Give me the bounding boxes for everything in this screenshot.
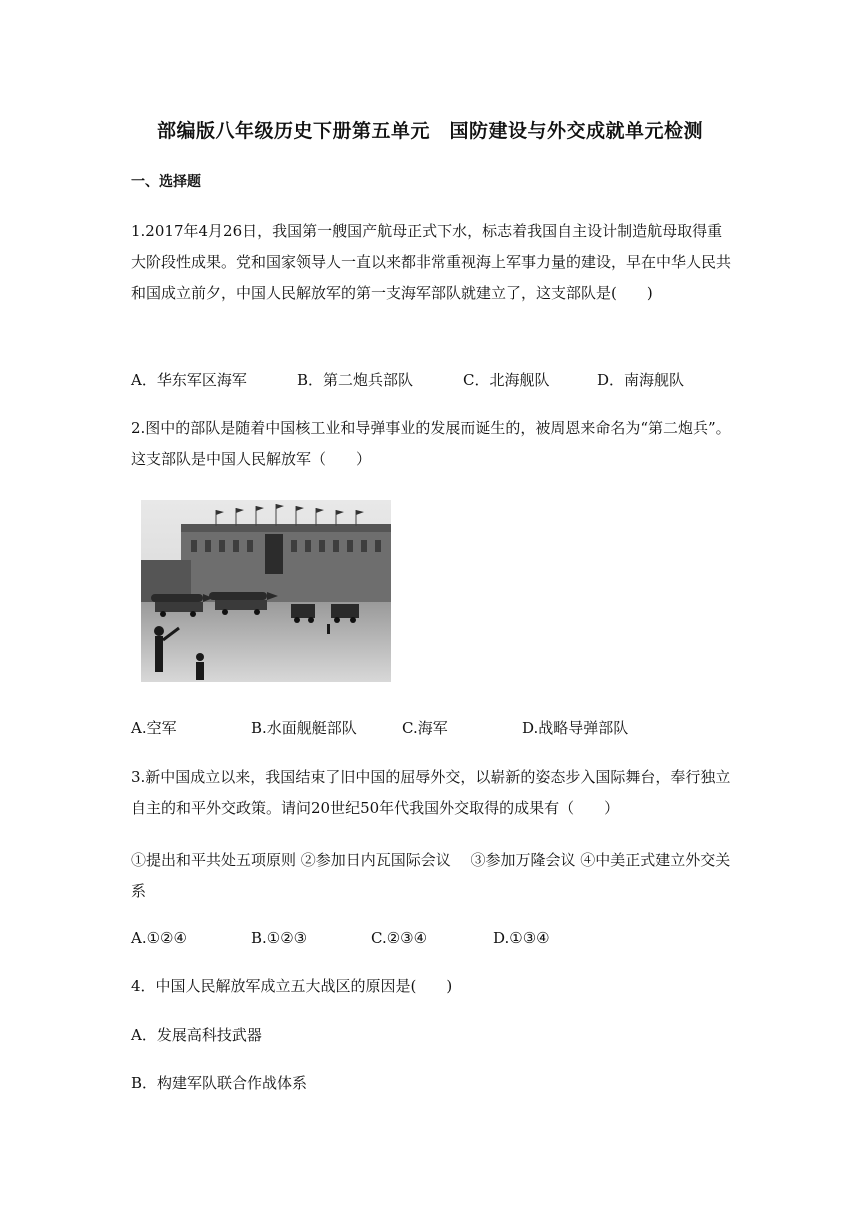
question-4-option-a-row <box>131 1024 751 1044</box>
document-title: 部编版八年级历史下册第五单元 国防建设与外交成就单元检测 <box>156 120 703 142</box>
question-2-option-d: D.战略导弹部队 <box>522 719 629 737</box>
question-4-stem-text: 4．中国人民解放军成立五大战区的原因是( ) <box>131 977 453 995</box>
question-3-option-c: C.②③④ <box>371 929 428 947</box>
section-heading: 一、选择题 <box>131 174 201 190</box>
question-1-options <box>131 369 751 389</box>
question-1-option-d: D．南海舰队 <box>597 371 685 389</box>
question-4-option-b: B．构建军队联合作战体系 <box>131 1074 308 1092</box>
question-4-stem <box>131 975 751 995</box>
question-1-stem: 1.2017年4月26日，我国第一艘国产航母正式下水，标志着我国自主设计制造航母取得重大阶段性成果。党和国家领导人一直以来都非常重视海上军事力量的建设，早在中华人民共和国成立前夕，中国人民解放军的第一支海军部队就建立了，这支部队是( ) <box>131 222 732 302</box>
question-3-items: ①提出和平共处五项原则 ②参加日内瓦国际会议 ③参加万隆会议 ④中美正式建立外交关系 <box>131 851 731 900</box>
question-1-option-a: A．华东军区海军 <box>131 371 247 389</box>
question-2-option-b: B.水面舰艇部队 <box>251 719 357 737</box>
question-3-option-a: A.①②④ <box>131 929 187 947</box>
question-3-options <box>131 929 751 949</box>
question-3-option-b: B.①②③ <box>251 929 308 947</box>
question-4-option-b-row <box>131 1072 751 1092</box>
question-3-option-d: D.①③④ <box>493 929 550 947</box>
question-2-options <box>131 717 751 737</box>
question-2-option-c: C.海军 <box>402 719 448 737</box>
question-2-stem: 2.图中的部队是随着中国核工业和导弹事业的发展而诞生的，被周恩来命名为“第二炮兵”。这支部队是中国人民解放军（ ） <box>131 419 731 468</box>
question-4-option-a: A．发展高科技武器 <box>131 1026 262 1044</box>
question-3-stem: 3.新中国成立以来，我国结束了旧中国的屈辱外交，以崭新的姿态步入国际舞台，奉行独立自主的和平外交政策。请问20世纪50年代我国外交取得的成果有（ ） <box>131 768 731 817</box>
question-1-option-c: C．北海舰队 <box>463 371 550 389</box>
question-1-option-b: B．第二炮兵部队 <box>297 371 414 389</box>
missile-parade-photo <box>141 500 391 682</box>
question-2-option-a: A.空军 <box>131 719 177 737</box>
